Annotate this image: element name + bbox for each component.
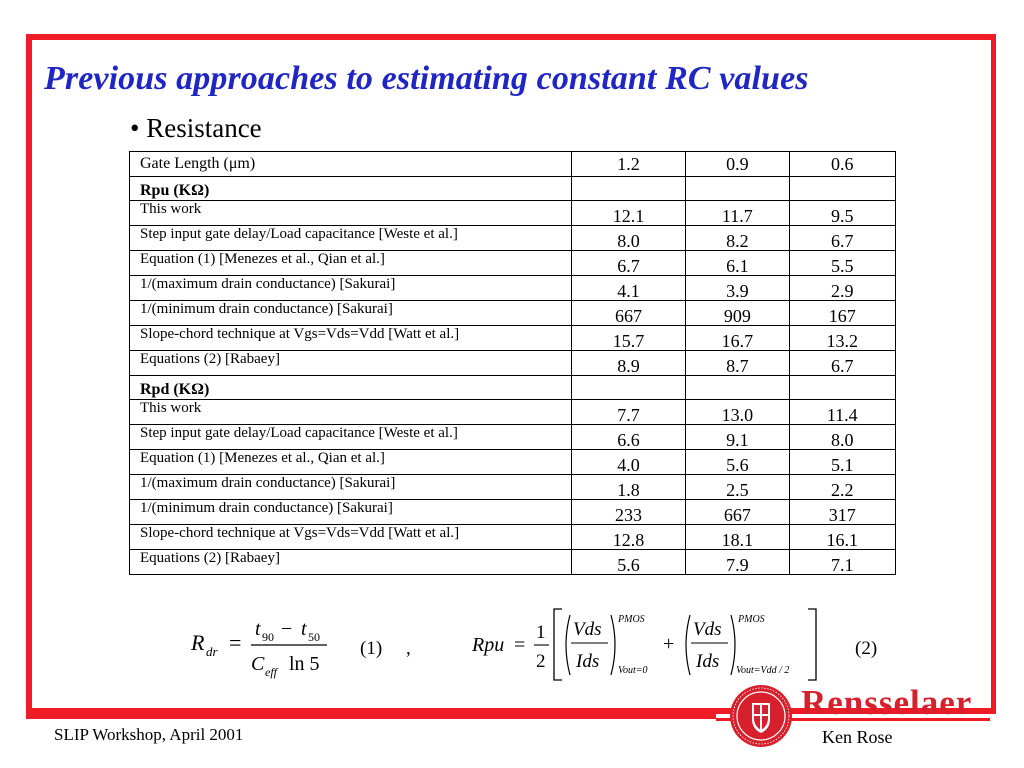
footer-event: SLIP Workshop, April 2001 (54, 725, 244, 744)
row-value: 4.0 (571, 450, 685, 475)
row-label: Equations (2) [Rabaey] (130, 351, 572, 376)
empty-cell (686, 376, 789, 400)
eq1-ceff-sub: eff (265, 665, 277, 679)
eq1-minus: − (281, 618, 293, 640)
row-value: 7.7 (571, 400, 685, 425)
right-paren-2 (731, 615, 735, 675)
row-value: 233 (571, 500, 685, 525)
row-value: 2.2 (789, 475, 895, 500)
row-value: 7.1 (789, 550, 895, 575)
row-value: 11.4 (789, 400, 895, 425)
row-value: 3.9 (686, 276, 789, 301)
eq2-sub-2: Vout=Vdd / 2 (736, 665, 790, 676)
section-row (130, 177, 896, 201)
empty-cell (789, 177, 895, 201)
resistance-table (129, 151, 896, 575)
row-value: 6.6 (571, 425, 685, 450)
eq1-t90: t (255, 618, 261, 640)
empty-cell (686, 177, 789, 201)
table-row (130, 276, 896, 301)
row-label: Equation (1) [Menezes et al., Qian et al.] (130, 251, 572, 276)
eq2-label: (2) (855, 638, 878, 659)
row-value: 9.1 (686, 425, 789, 450)
section-title: Rpu (KΩ) (130, 177, 572, 201)
table-row (130, 475, 896, 500)
eq1-lhs-sub: dr (206, 644, 218, 659)
rensselaer-seal-icon (728, 683, 794, 749)
table-row (130, 351, 896, 376)
eq1-t50: t (301, 618, 307, 640)
row-value: 6.7 (789, 226, 895, 251)
section-row (130, 376, 896, 400)
eq2-lhs: Rpu (472, 634, 505, 656)
row-label: This work (130, 201, 572, 226)
row-value: 4.1 (571, 276, 685, 301)
eq1-ln5: ln 5 (289, 653, 320, 675)
row-value: 1.8 (571, 475, 685, 500)
row-value: 5.5 (789, 251, 895, 276)
table-row (130, 425, 896, 450)
eq1-ceff: C (251, 653, 265, 675)
row-value: 16.7 (686, 326, 789, 351)
table-row (130, 201, 896, 226)
row-value: 8.7 (686, 351, 789, 376)
left-bracket (554, 609, 562, 680)
row-value: 8.9 (571, 351, 685, 376)
row-value: 667 (571, 301, 685, 326)
eq2-vds-2: Vds (693, 619, 722, 640)
row-value: 15.7 (571, 326, 685, 351)
table-row (130, 400, 896, 425)
right-paren-1 (611, 615, 615, 675)
eq2-sup-1: PMOS (618, 614, 645, 625)
eq1-lhs: R (191, 630, 205, 655)
eq1-t90-sub: 90 (262, 630, 274, 644)
row-label: This work (130, 400, 572, 425)
row-value: 8.2 (686, 226, 789, 251)
row-value: 6.7 (789, 351, 895, 376)
table-header-row (130, 152, 896, 177)
table-row (130, 301, 896, 326)
eq1-label: (1) (360, 638, 383, 659)
row-value: 5.6 (571, 550, 685, 575)
row-value: 8.0 (789, 425, 895, 450)
row-value: 909 (686, 301, 789, 326)
bullet-resistance: • Resistance (130, 113, 262, 143)
row-value: 13.0 (686, 400, 789, 425)
table-row (130, 550, 896, 575)
left-paren-2 (686, 615, 690, 675)
row-value: 5.1 (789, 450, 895, 475)
eq1-t50-sub: 50 (308, 630, 320, 644)
table-row (130, 226, 896, 251)
table-row (130, 326, 896, 351)
row-value: 8.0 (571, 226, 685, 251)
row-label: Slope-chord technique at Vgs=Vds=Vdd [Watt et al.] (130, 525, 572, 550)
row-label: 1/(minimum drain conductance) [Sakurai] (130, 500, 572, 525)
eq2-ids-1: Ids (576, 651, 600, 672)
bottom-rule (26, 713, 716, 719)
left-paren-1 (566, 615, 570, 675)
equation-2 (470, 605, 830, 685)
equation-1 (185, 612, 345, 682)
header-value: 0.6 (789, 152, 895, 177)
row-label: Step input gate delay/Load capacitance [Weste et al.] (130, 226, 572, 251)
row-label: 1/(maximum drain conductance) [Sakurai] (130, 475, 572, 500)
row-value: 13.2 (789, 326, 895, 351)
empty-cell (571, 376, 685, 400)
table-row (130, 251, 896, 276)
row-label: Step input gate delay/Load capacitance [Weste et al.] (130, 425, 572, 450)
row-value: 18.1 (686, 525, 789, 550)
row-value: 667 (686, 500, 789, 525)
row-value: 16.1 (789, 525, 895, 550)
eq2-half-num: 1 (536, 622, 546, 643)
table-row (130, 450, 896, 475)
row-value: 2.5 (686, 475, 789, 500)
right-bracket (808, 609, 816, 680)
row-value: 2.9 (789, 276, 895, 301)
header-value: 1.2 (571, 152, 685, 177)
row-value: 7.9 (686, 550, 789, 575)
empty-cell (571, 177, 685, 201)
eq2-ids-2: Ids (696, 651, 720, 672)
section-title: Rpd (KΩ) (130, 376, 572, 400)
eq1-equals: = (229, 630, 242, 655)
table-row (130, 500, 896, 525)
row-value: 167 (789, 301, 895, 326)
row-label: Equations (2) [Rabaey] (130, 550, 572, 575)
row-label: Equation (1) [Menezes et al., Qian et al.] (130, 450, 572, 475)
rensselaer-logo: Rensselaer (801, 683, 973, 722)
eq2-plus: + (663, 633, 675, 655)
eq2-half-den: 2 (536, 651, 546, 672)
eq2-sub-1: Vout=0 (618, 665, 648, 676)
footer-author: Ken Rose (822, 727, 893, 747)
header-value: 0.9 (686, 152, 789, 177)
empty-cell (789, 376, 895, 400)
eq2-vds-1: Vds (573, 619, 602, 640)
row-value: 6.7 (571, 251, 685, 276)
table-row (130, 525, 896, 550)
row-label: Slope-chord technique at Vgs=Vds=Vdd [Watt et al.] (130, 326, 572, 351)
eq2-sup-2: PMOS (738, 614, 765, 625)
row-label: 1/(minimum drain conductance) [Sakurai] (130, 301, 572, 326)
eq2-equals: = (514, 634, 526, 656)
header-label: Gate Length (μm) (130, 152, 572, 177)
row-value: 6.1 (686, 251, 789, 276)
row-label: 1/(maximum drain conductance) [Sakurai] (130, 276, 572, 301)
row-value: 12.1 (571, 201, 685, 226)
row-value: 11.7 (686, 201, 789, 226)
slide-title: Previous approaches to estimating constant RC values (44, 60, 809, 97)
row-value: 9.5 (789, 201, 895, 226)
row-value: 317 (789, 500, 895, 525)
row-value: 5.6 (686, 450, 789, 475)
eq-separator: , (406, 638, 411, 659)
row-value: 12.8 (571, 525, 685, 550)
